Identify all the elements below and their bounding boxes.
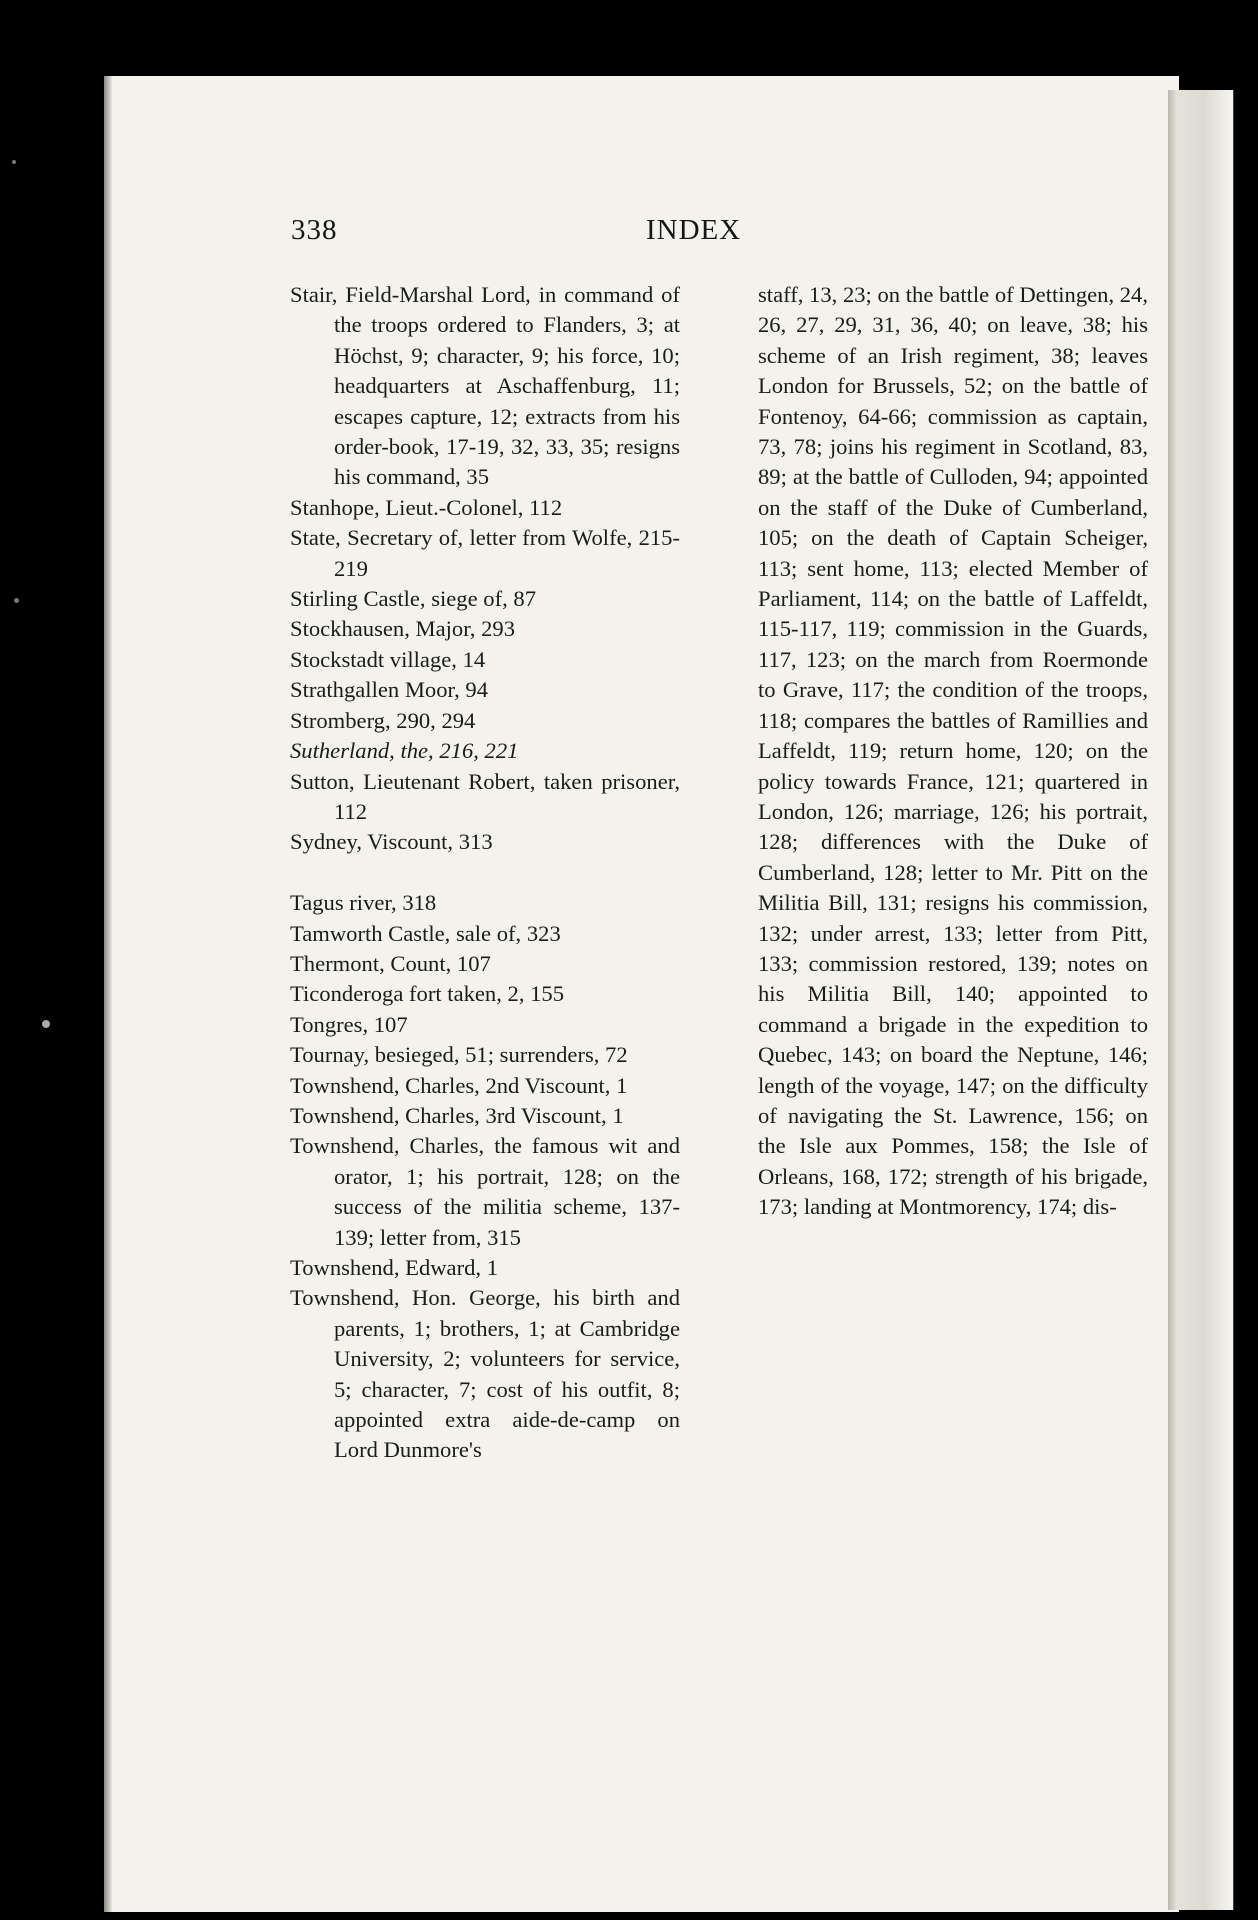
page-left-edge (104, 76, 112, 1912)
index-entry: Tamworth Castle, sale of, 323 (290, 920, 561, 946)
scan-speck (12, 160, 16, 164)
index-entry: Tournay, besieged, 51; surrenders, 72 (290, 1042, 628, 1068)
page-number: 338 (291, 214, 338, 246)
index-entry: Sutherland, the, 216, 221 (290, 738, 519, 764)
index-entry: Sydney, Viscount, 313 (290, 829, 493, 855)
index-entry: Ticonderoga fort taken, 2, 155 (290, 981, 565, 1007)
index-entry: Stanhope, Lieut.-Colonel, 112 (290, 494, 563, 520)
index-entry: Stockstadt village, 14 (290, 646, 486, 672)
index-entry: Townshend, Hon. George, his birth and parents, 1; brothers, 1; at Cambridge University, 2; volunteers for service, 5; character, 7; cost of his outfit, 8; appointed extra aide-de-camp on Lord Dunmore's (290, 1285, 680, 1463)
index-entry: Stirling Castle, siege of, 87 (290, 586, 536, 612)
index-entry: Townshend, Charles, 3rd Viscount, 1 (290, 1102, 624, 1128)
index-entry: Strathgallen Moor, 94 (290, 677, 489, 703)
book-spine-edge (1168, 90, 1258, 1910)
index-entry: Stockhausen, Major, 293 (290, 616, 515, 642)
index-entry: Tagus river, 318 (290, 890, 437, 916)
index-column-left (290, 280, 680, 1466)
running-header: INDEX (646, 214, 742, 246)
index-entry-continuation: staff, 13, 23; on the battle of Dettingen, 24, 26, 27, 29, 31, 36, 40; on leave, 38; his scheme of an Irish regiment, 38; leaves London for Brussels, 52; on the battle of Fontenoy, 64-66; commission as captain, 73, 78; joins his regiment in Scotland, 83, 89; at the battle of Culloden, 94; appointed on the staff of the Duke of Cumberland, 105; on the death of Captain Scheiger, 113; sent home, 113; elected Member of Parliament, 114; on the battle of Laffeldt, 115-117, 119; commission in the Guards, 117, 123; on the march from Roermonde to Grave, 117; the condition of the troops, 118; compares the battles of Ramillies and Laffeldt, 119; return home, 120; on the policy towards France, 121; quartered in London, 126; marriage, 126; his portrait, 128; differences with the Duke of Cumberland, 128; letter to Mr. Pitt on the Militia Bill, 131; resigns his commission, 132; under arrest, 133; letter from Pitt, 133; commission restored, 139; notes on his Militia Bill, 140; appointed to command a brigade in the expedition to Quebec, 143; on board the Neptune, 146; length of the voyage, 147; on the difficulty of navigating the St. Lawrence, 156; on the Isle aux Pommes, 158; the Isle of Orleans, 168, 172; strength of his brigade, 173; landing at Montmorency, 174; dis- (758, 282, 1148, 1220)
index-entry: Townshend, Charles, 2nd Viscount, 1 (290, 1072, 628, 1098)
index-entry: Stromberg, 290, 294 (290, 707, 476, 733)
index-entry: Stair, Field-Marshal Lord, in command of the troops ordered to Flanders, 3; at Höchst, 9; character, 9; his force, 10; headquarters at Aschaffenburg, 11; escapes capture, 12; extracts from his order-book, 17-19, 32, 33, 35; resigns his command, 35 (290, 282, 680, 490)
index-column-right (758, 280, 1148, 1223)
index-entry: Thermont, Count, 107 (290, 950, 491, 976)
index-entry: Sutton, Lieutenant Robert, taken prisoner, 112 (290, 768, 680, 824)
scan-speck (14, 598, 19, 603)
scan-speck (42, 1020, 50, 1028)
index-entry: Townshend, Edward, 1 (290, 1254, 498, 1280)
section-gap (290, 858, 680, 888)
index-entry: Townshend, Charles, the famous wit and orator, 1; his portrait, 128; on the success of the militia scheme, 137-139; letter from, 315 (290, 1133, 680, 1250)
index-entry: Tongres, 107 (290, 1011, 408, 1037)
index-entry: State, Secretary of, letter from Wolfe, 215-219 (290, 525, 680, 581)
